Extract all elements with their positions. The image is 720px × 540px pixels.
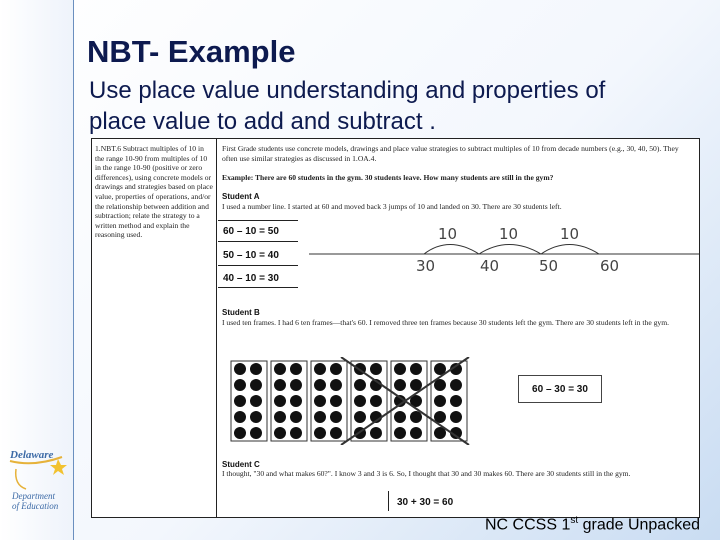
- counter-dot: [394, 411, 406, 423]
- counter-dot: [394, 427, 406, 439]
- counter-dot: [370, 363, 382, 375]
- equation-rule: [388, 491, 389, 511]
- tick-label: 50: [539, 257, 559, 275]
- student-c-equation: 30 + 30 = 60: [397, 497, 454, 508]
- counter-dot: [394, 363, 406, 375]
- counter-dot: [330, 395, 342, 407]
- example-problem: Example: There are 60 students in the gym. 30 students leave. How many students are still in the gym?: [222, 173, 554, 182]
- counter-dot: [450, 411, 462, 423]
- counter-dot: [314, 379, 326, 391]
- student-b-equation: 60 – 30 = 30: [518, 375, 602, 403]
- student-a-label: Student A: [222, 192, 260, 201]
- counter-dot: [290, 379, 302, 391]
- jump-label: 10: [438, 225, 458, 243]
- counter-dot: [330, 363, 342, 375]
- counter-dot: [354, 395, 366, 407]
- equation-rule: [218, 241, 298, 242]
- counter-dot: [250, 427, 262, 439]
- counter-dot: [330, 379, 342, 391]
- student-a-equation: 50 – 10 = 40: [223, 250, 279, 261]
- slide-title: NBT- Example: [87, 34, 296, 69]
- counter-dot: [274, 395, 286, 407]
- counter-dot: [274, 427, 286, 439]
- counter-dot: [354, 411, 366, 423]
- counter-dot: [410, 363, 422, 375]
- delaware-doe-logo: [4, 445, 68, 520]
- counter-dot: [314, 363, 326, 375]
- jump-label: 10: [560, 225, 580, 243]
- tick-label: 30: [416, 257, 436, 275]
- counter-dot: [434, 395, 446, 407]
- counter-dot: [330, 427, 342, 439]
- counter-dot: [234, 427, 246, 439]
- student-c-label: Student C: [222, 460, 260, 469]
- counter-dot: [274, 363, 286, 375]
- student-b-text: I used ten frames. I had 6 ten frames—that's 60. I removed three ten frames because 30 students left the gym. There are 30 students left in the gym.: [222, 318, 670, 327]
- equation-rule: [218, 287, 298, 288]
- counter-dot: [290, 411, 302, 423]
- counter-dot: [314, 411, 326, 423]
- counter-dot: [250, 363, 262, 375]
- student-b-label: Student B: [222, 308, 260, 317]
- counter-dot: [250, 395, 262, 407]
- counter-dot: [274, 379, 286, 391]
- counter-dot: [290, 395, 302, 407]
- counter-dot: [234, 363, 246, 375]
- student-a-equation: 40 – 10 = 30: [223, 273, 279, 284]
- logo-state-name: Delaware: [10, 449, 54, 461]
- counter-dot: [290, 363, 302, 375]
- ten-frames-drawing: [229, 357, 475, 445]
- counter-dot: [450, 395, 462, 407]
- intro-paragraph: First Grade students use concrete models, drawings and place value strategies to subtract multiples of 10 from decade numbers (e.g., 30, 40, 50). They often use similar strategies as discussed in 1.OA.4.: [222, 144, 679, 163]
- counter-dot: [370, 395, 382, 407]
- counter-dot: [410, 379, 422, 391]
- counter-dot: [370, 427, 382, 439]
- unpacking-document-excerpt: [91, 138, 700, 518]
- counter-dot: [234, 411, 246, 423]
- counter-dot: [314, 427, 326, 439]
- column-divider: [216, 139, 217, 517]
- counter-dot: [234, 395, 246, 407]
- standard-description: 1.NBT.6 Subtract multiples of 10 in the range 10-90 from multiples of 10 in the range 10-90 (positive or zero differences), using concrete models or drawings and strategies based on place value, properties of operations, and/or the relationship between addition and subtraction; relate the strategy to a written method and explain the reasoning used.: [95, 144, 213, 240]
- number-line: [304, 221, 700, 276]
- counter-dot: [290, 427, 302, 439]
- counter-dot: [250, 411, 262, 423]
- logo-department-text: Department of Education: [12, 491, 59, 511]
- source-footer: NC CCSS 1st grade Unpacked: [485, 515, 700, 534]
- left-sidebar-band: [0, 0, 74, 540]
- jump-label: 10: [499, 225, 519, 243]
- student-a-equation: 60 – 10 = 50: [223, 226, 279, 237]
- student-c-text: I thought, "30 and what makes 60?". I know 3 and 3 is 6. So, I thought that 30 and 30 makes 60. There are 30 students still in the gym.: [222, 469, 631, 478]
- tick-label: 60: [600, 257, 620, 275]
- counter-dot: [234, 379, 246, 391]
- equation-rule: [218, 265, 298, 266]
- counter-dot: [250, 379, 262, 391]
- ten-frames-svg: [229, 357, 475, 445]
- counter-dot: [274, 411, 286, 423]
- counter-dot: [450, 379, 462, 391]
- slide-subtitle: Use place value understanding and properties of place value to add and subtract .: [89, 77, 606, 135]
- counter-dot: [354, 379, 366, 391]
- student-a-text: I used a number line. I started at 60 and moved back 3 jumps of 10 and landed on 30. There are 30 students left.: [222, 202, 562, 211]
- equation-rule: [218, 220, 298, 221]
- counter-dot: [394, 379, 406, 391]
- counter-dot: [410, 411, 422, 423]
- counter-dot: [314, 395, 326, 407]
- tick-label: 40: [480, 257, 500, 275]
- counter-dot: [330, 411, 342, 423]
- counter-dot: [410, 427, 422, 439]
